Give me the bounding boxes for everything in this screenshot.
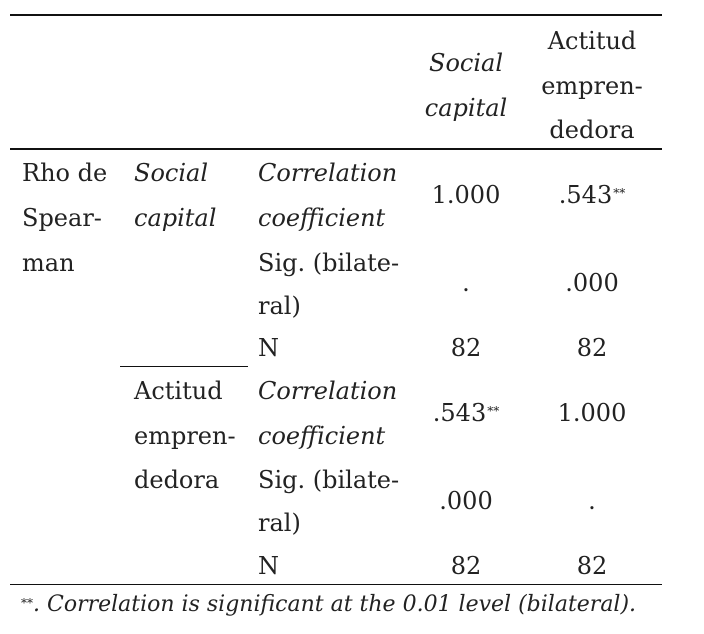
cell-sig-actitud-actitud: . xyxy=(588,487,596,515)
n-label: N xyxy=(258,552,279,580)
cell-n-social-social: 82 xyxy=(450,334,482,362)
correlation-coefficient-label-line1: Correlation xyxy=(258,377,398,405)
cell-sig-social-actitud: .000 xyxy=(565,269,619,297)
correlation-coefficient-label-line2: coefficient xyxy=(258,422,386,450)
significance-mark: ** xyxy=(613,186,626,200)
correlation-coefficient-label-line1: Correlation xyxy=(258,159,398,187)
row-variable-actitud-line2: empren- xyxy=(134,422,236,450)
header-actitud-line2: empren- xyxy=(541,72,643,100)
sig-label-line2: ral) xyxy=(258,292,301,320)
group-label-line3: man xyxy=(22,249,75,277)
group-label-line2: Spear- xyxy=(22,204,102,232)
table-bottom-rule xyxy=(10,584,662,585)
header-actitud-line1: Actitud xyxy=(547,27,637,55)
cell-coef-social-social: 1.000 xyxy=(431,181,501,209)
row-variable-actitud-line1: Actitud xyxy=(134,377,223,405)
cell-n-actitud-social: 82 xyxy=(450,552,482,580)
header-bottom-rule xyxy=(10,148,662,150)
sig-label-line1: Sig. (bilate- xyxy=(258,466,400,494)
row-variable-social-capital-line1: Social xyxy=(134,159,208,187)
footnote-text: . Correlation is significant at the 0.01 level (bilateral). xyxy=(33,592,637,617)
cell-n-social-actitud: 82 xyxy=(576,334,608,362)
cell-coef-actitud-social: .543** xyxy=(432,399,500,427)
row-variable-actitud-line3: dedora xyxy=(134,466,220,494)
cell-n-actitud-actitud: 82 xyxy=(576,552,608,580)
significance-mark: ** xyxy=(487,404,500,418)
sig-label-line2: ral) xyxy=(258,509,301,537)
sig-label-line1: Sig. (bilate- xyxy=(258,249,400,277)
row-variable-social-capital-line2: capital xyxy=(134,204,217,232)
cell-coef-actitud-actitud: 1.000 xyxy=(557,399,627,427)
correlation-coefficient-label-line2: coefficient xyxy=(258,204,386,232)
cell-sig-actitud-social: .000 xyxy=(439,487,493,515)
header-actitud-line3: dedora xyxy=(549,116,635,144)
footnote-mark: ** xyxy=(21,596,33,610)
table-top-rule xyxy=(10,14,662,16)
cell-coef-social-actitud: .543** xyxy=(558,181,626,209)
n-label: N xyxy=(258,334,279,362)
group-label-line1: Rho de xyxy=(22,159,108,187)
header-social-capital-line2: capital xyxy=(424,94,508,122)
table-footnote xyxy=(20,592,636,618)
cell-sig-social-social: . xyxy=(462,269,470,297)
block-separator-rule xyxy=(120,366,248,367)
header-social-capital-line1: Social xyxy=(429,49,503,77)
